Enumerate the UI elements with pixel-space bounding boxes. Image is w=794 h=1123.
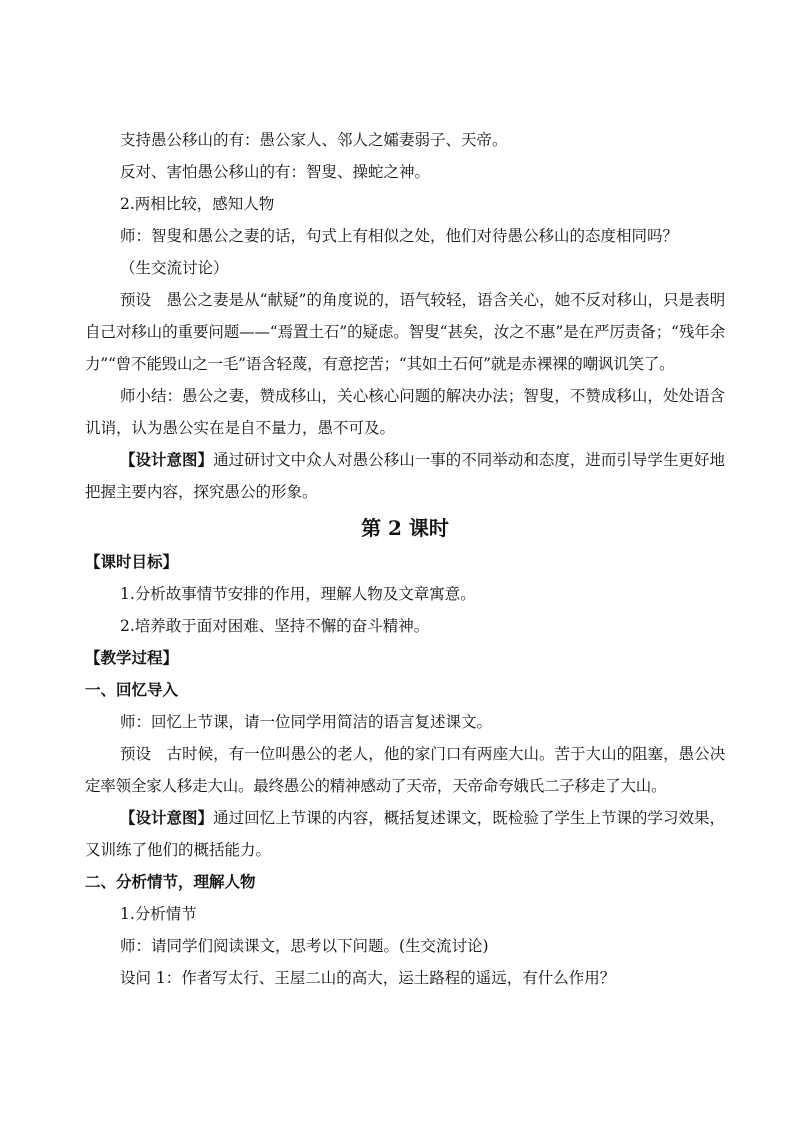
discussion-note: （生交流讨论） (120, 259, 229, 277)
step-2-heading: 2.两相比较，感知人物 (120, 195, 275, 213)
lesson-title: 第 2 课时 (361, 516, 449, 540)
goals-heading: 【课时目标】 (85, 552, 179, 571)
oppose-line: 反对、害怕愚公移山的有：智叟、操蛇之神。 (120, 163, 431, 181)
process-heading: 【教学过程】 (85, 648, 179, 667)
design-intent-tag: 【设计意图】 (120, 450, 214, 469)
part1-heading: 一、回忆导入 (85, 680, 179, 699)
part1-design-intent-paragraph (85, 802, 725, 866)
part2-step1: 1.分析情节 (120, 905, 197, 923)
part2-question-1: 设问 1：作者写太行、王屋二山的高大，运土路程的遥远，有什么作用？ (120, 969, 616, 987)
part1-design-intent-text: 通过回忆上节课的内容，概括复述课文，既检验了学生上节课的学习效果，又训练了他们的概括能力。 (85, 809, 725, 859)
part1-preset-paragraph: 预设 古时候，有一位叫愚公的老人，他的家门口有两座大山。苦于大山的阻塞，愚公决定率领全家人移走大山。最终愚公的精神感动了天帝，天帝命夸娥氏二子移走了大山。 (85, 745, 725, 795)
support-line: 支持愚公移山的有：愚公家人、邻人之孀妻弱子、天帝。 (120, 131, 508, 149)
page-content (85, 124, 725, 994)
part1-design-intent-tag: 【设计意图】 (120, 808, 214, 827)
design-intent-paragraph (85, 444, 725, 508)
goal-item-2: 2.培养敢于面对困难、坚持不懈的奋斗精神。 (120, 617, 430, 635)
design-intent-text: 通过研讨文中众人对愚公移山一事的不同举动和态度，进而引导学生更好地把握主要内容，探究愚公的形象。 (85, 451, 725, 501)
part2-heading: 二、分析情节，理解人物 (85, 872, 256, 891)
part2-teacher-line: 师：请同学们阅读课文，思考以下问题。(生交流讨论) (120, 937, 489, 955)
goal-item-1: 1.分析故事情节安排的作用，理解人物及文章寓意。 (120, 585, 476, 603)
teacher-question: 师：智叟和愚公之妻的话，句式上有相似之处，他们对待愚公移山的态度相同吗？ (120, 227, 679, 245)
teacher-summary-paragraph: 师小结：愚公之妻，赞成移山，关心核心问题的解决办法；智叟，不赞成移山，处处语含讥诮，认为愚公实在是自不量力，愚不可及。 (85, 387, 725, 437)
part1-teacher-line: 师：回忆上节课，请一位同学用简洁的语言复述课文。 (120, 713, 493, 731)
preset-paragraph: 预设 愚公之妻是从“献疑”的角度说的，语气较轻，语含关心，她不反对移山，只是表明自己对移山的重要问题——“焉置土石”的疑虑。智叟“甚矣，汝之不惠”是在严厉责备；“残年余力”“曾不能毁山之一毛”语含轻蔑，有意挖苦；“其如土石何”就是赤裸裸的嘲讽讥笑了。 (85, 291, 725, 373)
